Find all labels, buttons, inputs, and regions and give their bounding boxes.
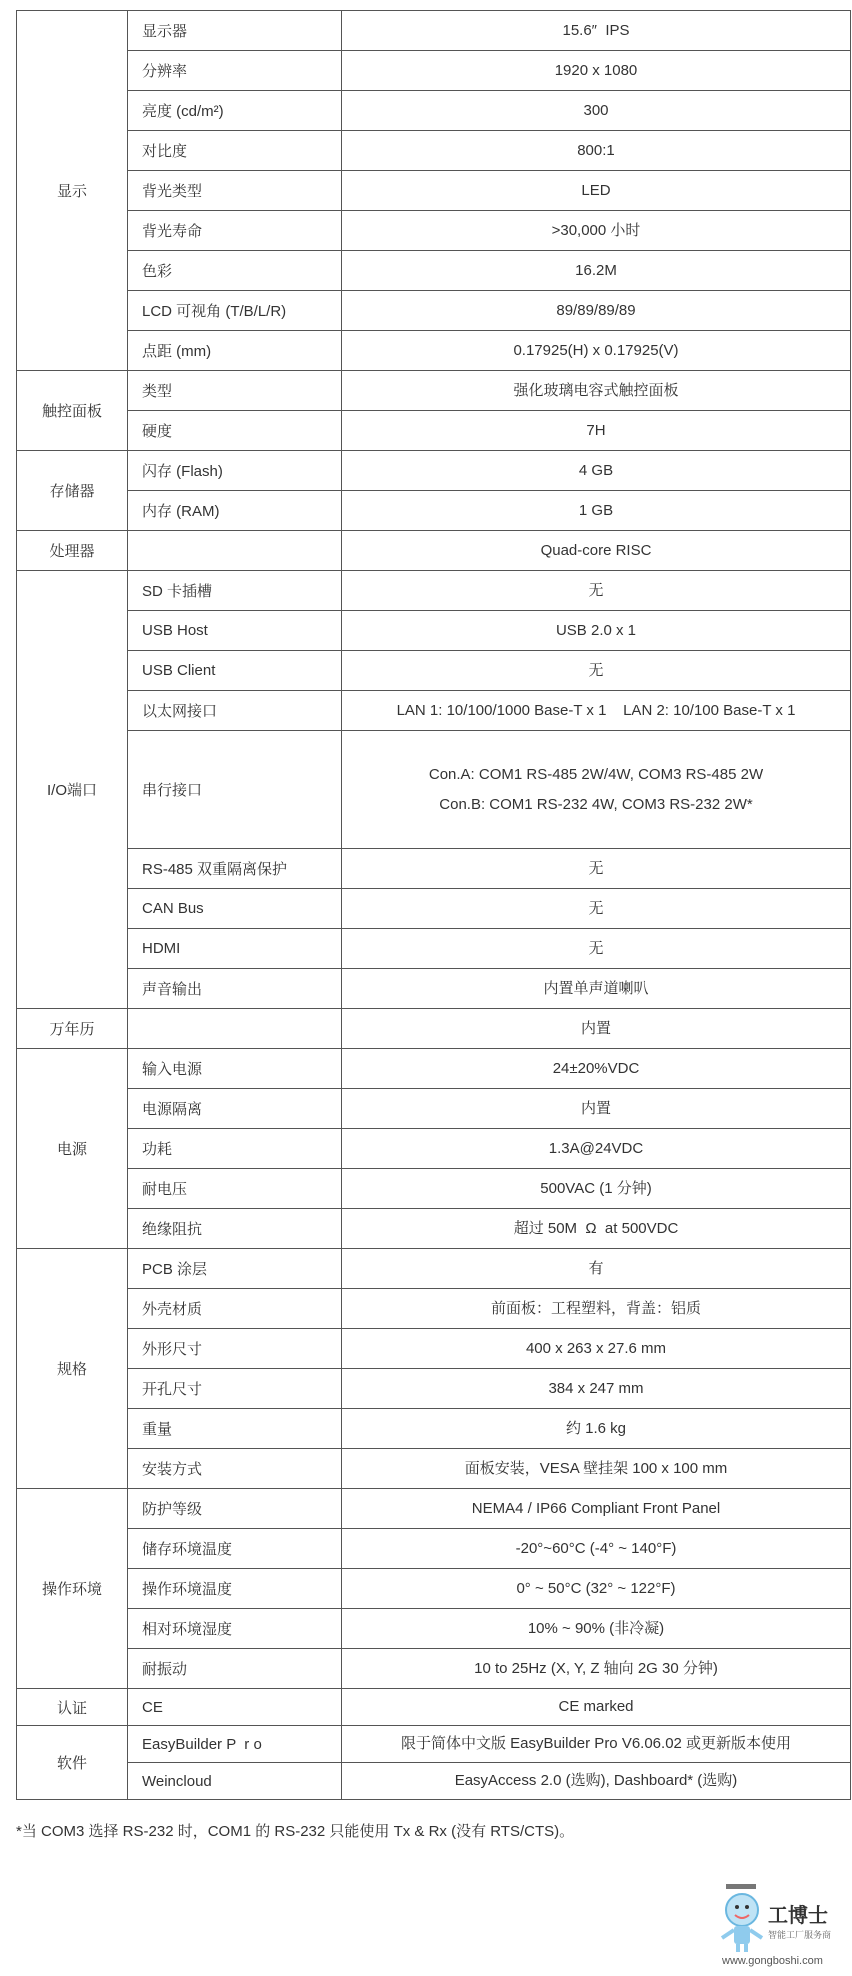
table-row [17,411,851,451]
table-row [17,1763,851,1800]
spec-value-line: 500VAC (1 分钟) [540,1179,652,1197]
spec-value-line: Quad-core RISC [540,541,652,559]
spec-name: 防护等级 [128,1489,342,1529]
spec-value-line: 限于简体中文版 EasyBuilder Pro V6.06.02 或更新版本使用 [400,1735,792,1752]
spec-value [342,1329,851,1369]
spec-value-line: 16.2M [575,261,617,279]
spec-value-line: 有 [588,1259,604,1277]
table-row [17,1449,851,1489]
spec-value-line: 4 GB [578,461,614,479]
spec-name: 背光寿命 [128,211,342,251]
spec-value-line: USB 2.0 x 1 [555,621,637,639]
mascot-icon [716,1880,848,1970]
spec-name: EasyBuilder P r o [128,1726,342,1763]
spec-value-line: LAN 1: 10/100/1000 Base-T x 1 LAN 2: 10/100 Base-T x 1 [396,701,796,719]
spec-value-line: Con.A: COM1 RS-485 2W/4W, COM3 RS-485 2W [428,765,764,783]
spec-value [342,929,851,969]
spec-name: USB Client [128,651,342,691]
spec-value-line: 无 [588,899,604,917]
spec-value-line: 800:1 [577,141,615,159]
spec-value [342,889,851,929]
group-label: 规格 [17,1249,128,1489]
spec-value-line: 15.6″ IPS [562,21,630,39]
spec-value [342,1649,851,1689]
spec-name: 类型 [128,371,342,411]
spec-name: LCD 可视角 (T/B/L/R) [128,291,342,331]
spec-name: 内存 (RAM) [128,491,342,531]
spec-value [342,131,851,171]
spec-value [342,611,851,651]
table-row [17,1289,851,1329]
spec-value-line: 10% ~ 90% (非冷凝) [527,1619,665,1637]
table-row [17,1726,851,1763]
group-label: 存储器 [17,451,128,531]
group-label: 认证 [17,1689,128,1726]
spec-name: 相对环境湿度 [128,1609,342,1649]
spec-name: 安装方式 [128,1449,342,1489]
spec-value-line: 24±20%VDC [552,1059,640,1077]
group-label: 操作环境 [17,1489,128,1689]
spec-name: 耐振动 [128,1649,342,1689]
spec-name: 电源隔离 [128,1089,342,1129]
spec-value [342,1049,851,1089]
spec-table [16,10,851,1800]
spec-name [128,531,342,571]
spec-value-line: NEMA4 / IP66 Compliant Front Panel [471,1499,721,1517]
table-row [17,571,851,611]
spec-value [342,1249,851,1289]
table-row [17,251,851,291]
table-row [17,331,851,371]
spec-name: 背光类型 [128,171,342,211]
spec-name: 亮度 (cd/m²) [128,91,342,131]
spec-value [342,1409,851,1449]
spec-name: SD 卡插槽 [128,571,342,611]
group-label: 万年历 [17,1009,128,1049]
table-row [17,1249,851,1289]
spec-value [342,1529,851,1569]
spec-name: 串行接口 [128,731,342,849]
spec-value-line: EasyAccess 2.0 (选购), Dashboard* (选购) [454,1772,738,1789]
table-row [17,451,851,491]
spec-value-line: 10 to 25Hz (X, Y, Z 轴向 2G 30 分钟) [474,1659,718,1677]
spec-name: CAN Bus [128,889,342,929]
table-row [17,1209,851,1249]
table-row [17,371,851,411]
spec-name: 硬度 [128,411,342,451]
spec-name: 操作环境温度 [128,1569,342,1609]
spec-value-line: 0° ~ 50°C (32° ~ 122°F) [516,1579,676,1597]
spec-value-line: 内置 [580,1099,611,1117]
spec-value-line: 内置 [580,1019,611,1037]
table-row [17,1529,851,1569]
spec-value-line: 约 1.6 kg [565,1419,627,1437]
spec-value-line: LED [581,181,611,199]
table-row [17,1009,851,1049]
spec-name: PCB 涂层 [128,1249,342,1289]
spec-value [342,1489,851,1529]
spec-value [342,1209,851,1249]
spec-value [342,1369,851,1409]
spec-value [342,1726,851,1763]
table-row [17,531,851,571]
svg-text:智能工厂服务商: 智能工厂服务商 [768,1931,832,1941]
group-label: 软件 [17,1726,128,1800]
spec-value [342,171,851,211]
table-row [17,91,851,131]
spec-value-line: 无 [588,661,604,679]
spec-value-line: >30,000 小时 [551,221,641,239]
spec-value-line: 无 [588,581,604,599]
group-label: 处理器 [17,531,128,571]
table-row [17,11,851,51]
table-row [17,1169,851,1209]
spec-value-line: 7H [586,421,606,439]
spec-value-line: -20°~60°C (-4° ~ 140°F) [515,1539,677,1557]
spec-value [342,1763,851,1800]
spec-name: 耐电压 [128,1169,342,1209]
spec-name: 开孔尺寸 [128,1369,342,1409]
spec-value [342,571,851,611]
spec-name: 显示器 [128,11,342,51]
spec-value-line: 强化玻璃电容式触控面板 [513,381,679,399]
spec-value-line: CE marked [558,1698,634,1715]
spec-value-line: 1 GB [578,501,614,519]
table-row [17,731,851,849]
spec-name: 绝缘阻抗 [128,1209,342,1249]
spec-value-line: 无 [588,939,604,957]
gongboshi-logo [716,1880,848,1970]
spec-value [342,969,851,1009]
spec-value [342,11,851,51]
spec-value-line: 前面板：工程塑料，背盖：铝质 [490,1299,701,1317]
spec-name: 声音输出 [128,969,342,1009]
spec-value-line: 0.17925(H) x 0.17925(V) [513,341,679,359]
spec-name: 外形尺寸 [128,1329,342,1369]
table-row [17,849,851,889]
spec-name: USB Host [128,611,342,651]
table-row [17,929,851,969]
spec-value [342,331,851,371]
table-row [17,1369,851,1409]
table-row [17,969,851,1009]
spec-value [342,651,851,691]
table-row [17,1689,851,1726]
spec-value [342,849,851,889]
spec-value [342,1129,851,1169]
spec-value-line: Con.B: COM1 RS-232 4W, COM3 RS-232 2W* [439,795,753,813]
spec-value [342,1569,851,1609]
table-row [17,131,851,171]
footnote: *当 COM3 选择 RS-232 时，COM1 的 RS-232 只能使用 Tx & Rx (没有 RTS/CTS)。 [16,1823,575,1840]
spec-name: 输入电源 [128,1049,342,1089]
group-label: I/O端口 [17,571,128,1009]
spec-value-line: 无 [588,859,604,877]
table-row [17,1569,851,1609]
spec-value-line: 300 [583,101,609,119]
table-row [17,889,851,929]
spec-value [342,1089,851,1129]
spec-value [342,1609,851,1649]
table-row [17,51,851,91]
table-row [17,691,851,731]
spec-value [342,1449,851,1489]
table-row [17,651,851,691]
spec-name: HDMI [128,929,342,969]
spec-value [342,411,851,451]
spec-value-line: 内置单声道喇叭 [543,979,649,997]
spec-value [342,211,851,251]
spec-value [342,1169,851,1209]
spec-value-line: 1.3A@24VDC [548,1139,644,1157]
table-row [17,491,851,531]
spec-value [342,491,851,531]
spec-value-line: 1920 x 1080 [554,61,638,79]
table-row [17,611,851,651]
spec-value [342,731,851,849]
spec-name: 储存环境温度 [128,1529,342,1569]
spec-name: Weincloud [128,1763,342,1800]
table-row [17,1129,851,1169]
group-label: 触控面板 [17,371,128,451]
spec-value [342,371,851,411]
table-row [17,1089,851,1129]
spec-name: 外壳材质 [128,1289,342,1329]
spec-value [342,531,851,571]
spec-value [342,291,851,331]
table-row [17,1049,851,1089]
spec-value [342,451,851,491]
spec-name: 分辨率 [128,51,342,91]
spec-name: CE [128,1689,342,1726]
group-label: 电源 [17,1049,128,1249]
spec-value-line: 超过 50M Ω at 500VDC [513,1219,679,1237]
table-row [17,1329,851,1369]
table-row [17,1649,851,1689]
spec-value-line: 400 x 263 x 27.6 mm [525,1339,667,1357]
table-row [17,1489,851,1529]
spec-name: RS-485 双重隔离保护 [128,849,342,889]
spec-value [342,691,851,731]
spec-value-line: 384 x 247 mm [548,1379,644,1397]
group-label: 显示 [17,11,128,371]
table-row [17,1409,851,1449]
spec-value [342,1289,851,1329]
spec-name: 功耗 [128,1129,342,1169]
spec-name: 色彩 [128,251,342,291]
spec-value-line: 面板安装，VESA 壁挂架 100 x 100 mm [464,1459,728,1477]
spec-value [342,1689,851,1726]
spec-name: 以太网接口 [128,691,342,731]
spec-name: 对比度 [128,131,342,171]
table-row [17,1609,851,1649]
spec-name [128,1009,342,1049]
table-row [17,291,851,331]
spec-value [342,251,851,291]
spec-value [342,91,851,131]
spec-name: 重量 [128,1409,342,1449]
spec-name: 闪存 (Flash) [128,451,342,491]
spec-value [342,1009,851,1049]
svg-text:www.gongboshi.com: www.gongboshi.com [722,1955,823,1967]
table-row [17,171,851,211]
svg-text:工博士: 工博士 [768,1903,828,1927]
spec-name: 点距 (mm) [128,331,342,371]
spec-value-line: 89/89/89/89 [556,301,636,319]
table-row [17,211,851,251]
spec-value [342,51,851,91]
